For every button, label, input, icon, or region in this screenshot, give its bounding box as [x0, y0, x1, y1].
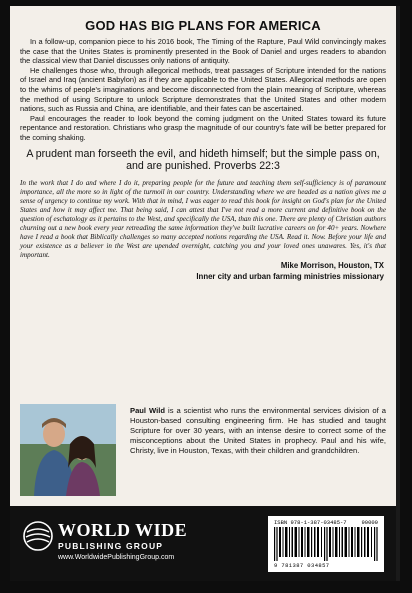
- blurb-paragraph-2: He challenges those who, through allegorical methods, treat passages of Scripture intended for the nations of Israel and Iraq (ancient Babylon) as if they are applicable to the United States. Allegorical methods are open to the whims of people's imaginations and become disconnected from the plain meaning of Scripture, whereas the method of using Scripture to unlock Scripture demonstrates that the United States and other modern nations, such as Russia and China, are identifiable, and their fates can be ascertained.: [20, 65, 386, 114]
- blurb-paragraph-1: In a follow-up, companion piece to his 2016 book, The Timing of the Rapture, Paul Wild convincingly makes the case that the Unites States is prominently presented in the Book of Daniel and urges readers to abandon the classical view that Daniel discusses only nations of antiquity.: [20, 37, 386, 66]
- publisher-name-line2: PUBLISHING GROUP: [58, 541, 164, 551]
- endorser-role: Inner city and urban farming ministries missionary: [196, 271, 384, 281]
- publisher-logo: [22, 516, 222, 571]
- globe-icon: [22, 520, 54, 552]
- price-code: 90000: [361, 519, 378, 526]
- author-photo: [20, 404, 116, 496]
- author-bio: [130, 406, 386, 456]
- author-section: [20, 404, 386, 500]
- blurb-paragraph-3: Paul encourages the reader to look beyond the coming judgment on the United States toward its future repentance and restoration. Christians who grasp the magnitude of our country's fate will be better prepared for the coming shaking.: [20, 113, 386, 142]
- proverb-quote: A prudent man forseeth the evil, and hideth himself; but the simple pass on, and are punished. Proverbs 22:3: [26, 147, 380, 173]
- cover-title: GOD HAS BIG PLANS FOR AMERICA: [85, 18, 321, 33]
- author-bio-text: is a scientist who runs the environmental services division of a Houston-based consulting engineering firm. He has studied and taught Scripture for over 30 years, with an intense desire to correct some of the misconceptions about the United States in prophecy. Paul and his wife, Christy, live in Houston, Texas, with their children and grandchildren.: [130, 406, 386, 455]
- author-name: Paul Wild: [130, 406, 166, 415]
- publisher-name-line1: WORLD WIDE: [58, 520, 188, 540]
- barcode-number: 9 781387 034857: [274, 562, 330, 569]
- endorsement-quote: In the work that I do and where I do it, preparing people for the future and teaching them self-sufficiency is of paramount importance, all the more so in light of the turmoil in our country. Understanding where we are headed as a nation gives me a sense of urgency to continue my work. With that in mind, I was eager to read this book for insight on God's plan for the United States and how it may affect me. That being said, I can attest that I've not read a more current and definitive book on the question of eschatology as it pertains to the West, and specifically the USA, than this one. There are plenty of Christian authors churning out a new book every year retreading the same information they've built lucrative careers on for 40+ years. Nowhere have I read a book that Biblically challenges so many accepted notions regarding the USA. Read it. Now. Before your life and your existence as a believer in the West are upended overnight, catching you and your loved ones unawares. Yes, it's that important.: [20, 178, 386, 259]
- barcode-bars: [274, 527, 378, 561]
- back-cover: [10, 6, 400, 581]
- publisher-url: www.WorldwidePublishingGroup.com: [58, 554, 175, 561]
- isbn-barcode: [268, 516, 384, 572]
- bottom-band: [10, 506, 396, 581]
- endorser-name: Mike Morrison, Houston, TX: [280, 260, 384, 270]
- isbn-number: ISBN 978-1-387-03485-7: [274, 519, 347, 526]
